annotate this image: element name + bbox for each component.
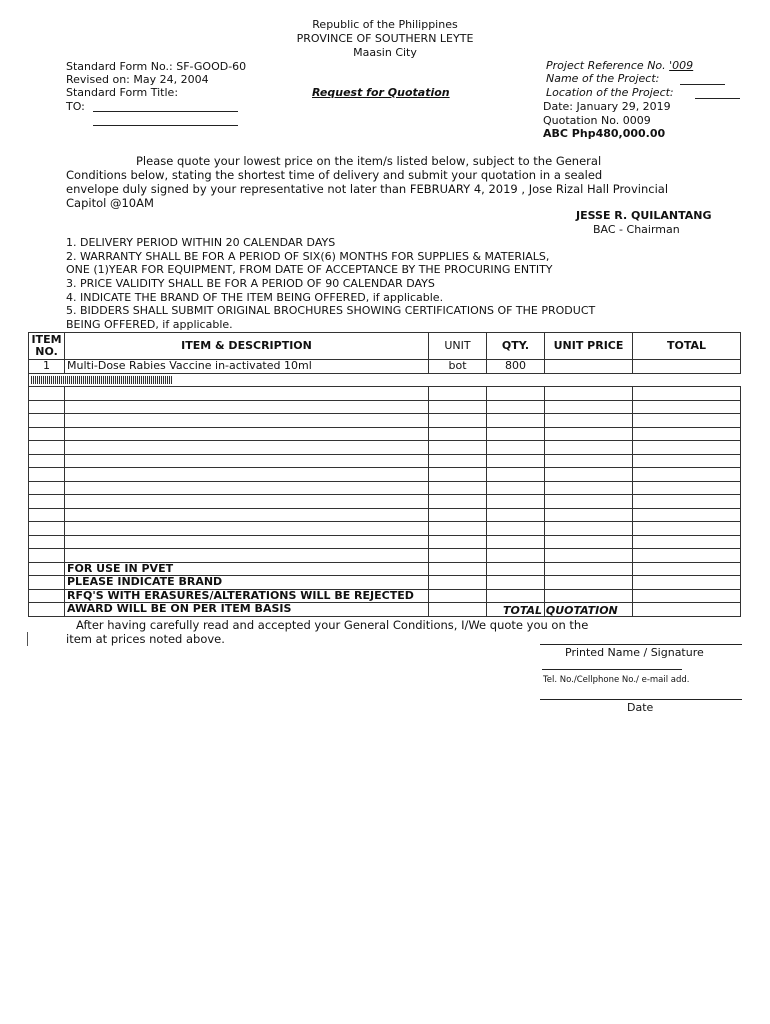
signature-line [540, 644, 742, 645]
signatory-name: JESSE R. QUILANTANG [576, 209, 712, 222]
standard-form-no: Standard Form No.: SF-GOOD-60 [66, 60, 247, 73]
table-row [29, 495, 741, 509]
condition-3: 3. PRICE VALIDITY SHALL BE FOR A PERIOD OF 90 CALENDAR DAYS [66, 277, 435, 290]
to-line-2 [93, 125, 238, 126]
note-pvet: FOR USE IN PVET [65, 562, 429, 576]
note-award: AWARD WILL BE ON PER ITEM BASIS [65, 603, 429, 617]
revised-on: Revised on: May 24, 2004 [66, 73, 209, 86]
condition-2: 2. WARRANTY SHALL BE FOR A PERIOD OF SIX(6) MONTHS FOR SUPPLIES & MATERIALS, [66, 250, 550, 263]
project-reference-value: '009 [669, 59, 694, 72]
table-row [29, 522, 741, 536]
to-line-1 [93, 111, 238, 112]
date-label: Date [627, 701, 654, 714]
table-row [29, 481, 741, 495]
intro-line-1: Please quote your lowest price on the item/s listed below, subject to the General [136, 154, 602, 168]
item-no-cell: 1 [29, 360, 65, 374]
item-desc-cell: Multi-Dose Rabies Vaccine in-activated 10ml [65, 360, 429, 374]
abc-amount: ABC Php480,000.00 [543, 127, 666, 140]
table-row [29, 400, 741, 414]
header-city: Maasin City [353, 46, 417, 59]
closing-line-1: After having carefully read and accepted your General Conditions, I/We quote you on the [76, 618, 589, 632]
note-row [29, 576, 741, 590]
note-row [29, 562, 741, 576]
table-row [29, 360, 741, 374]
intro-line-4: Capitol @10AM [66, 196, 154, 210]
item-unit-cell: bot [429, 360, 487, 374]
project-location-line [695, 98, 740, 99]
contact-line [542, 669, 682, 670]
closing-line-2: item at prices noted above. [66, 632, 225, 646]
item-total-cell[interactable] [633, 360, 741, 374]
intro-line-3: envelope duly signed by your representative not later than FEBRUARY 4, 2019 , Jose Rizal Hall Provincial [66, 182, 669, 196]
project-name-line [680, 84, 725, 85]
item-qty-cell: 800 [487, 360, 545, 374]
header-total: TOTAL [633, 333, 741, 360]
date: Date: January 29, 2019 [543, 100, 671, 113]
text-cursor [27, 632, 28, 646]
note-erasures: RFQ'S WITH ERASURES/ALTERATIONS WILL BE REJECTED [65, 589, 429, 603]
header-republic: Republic of the Philippines [312, 18, 458, 31]
condition-5-cont: BEING OFFERED, if applicable. [66, 318, 233, 331]
total-quotation-label: TOTAL QUOTATION [503, 604, 618, 617]
table-header-row [29, 333, 741, 360]
header-unit: UNIT [429, 333, 487, 360]
table-row [29, 468, 741, 482]
standard-form-title: Standard Form Title: [66, 86, 179, 99]
project-reference [546, 59, 693, 72]
doc-title: Request for Quotation [312, 86, 450, 99]
item-unit-price-cell[interactable] [545, 360, 633, 374]
intro-line-2: Conditions below, stating the shortest time of delivery and submit your quotation in a sealed [66, 168, 603, 182]
header-item-no: ITEM NO. [29, 333, 65, 360]
signatory-title: BAC - Chairman [593, 223, 680, 236]
contact-label: Tel. No./Cellphone No./ e-mail add. [543, 675, 690, 685]
table-row [29, 508, 741, 522]
hatch-pattern [31, 376, 173, 384]
condition-5: 5. BIDDERS SHALL SUBMIT ORIGINAL BROCHURES SHOWING CERTIFICATIONS OF THE PRODUCT [66, 304, 596, 317]
date-line [540, 699, 742, 700]
condition-1: 1. DELIVERY PERIOD WITHIN 20 CALENDAR DAYS [66, 236, 336, 249]
table-row [29, 441, 741, 455]
project-reference-label: Project Reference No. [546, 59, 670, 72]
project-name-label: Name of the Project: [546, 72, 660, 85]
printed-name-label: Printed Name / Signature [565, 646, 704, 659]
project-location-label: Location of the Project: [546, 86, 674, 99]
to-label: TO: [66, 100, 85, 113]
note-row [29, 589, 741, 603]
table-row [29, 549, 741, 563]
table-row [29, 535, 741, 549]
items-table [28, 332, 741, 617]
condition-4: 4. INDICATE THE BRAND OF THE ITEM BEING OFFERED, if applicable. [66, 291, 444, 304]
table-row [29, 373, 741, 387]
note-brand: PLEASE INDICATE BRAND [65, 576, 429, 590]
header-description: ITEM & DESCRIPTION [65, 333, 429, 360]
table-row [29, 454, 741, 468]
header-province: PROVINCE OF SOUTHERN LEYTE [296, 32, 474, 45]
table-row [29, 387, 741, 401]
quotation-no: Quotation No. 0009 [543, 114, 651, 127]
header-unit-price: UNIT PRICE [545, 333, 633, 360]
table-row [29, 414, 741, 428]
note-row [29, 603, 741, 617]
table-row [29, 427, 741, 441]
hatch-cell [29, 373, 741, 387]
condition-2-cont: ONE (1)YEAR FOR EQUIPMENT, FROM DATE OF ACCEPTANCE BY THE PROCURING ENTITY [66, 263, 553, 276]
header-qty: QTY. [487, 333, 545, 360]
